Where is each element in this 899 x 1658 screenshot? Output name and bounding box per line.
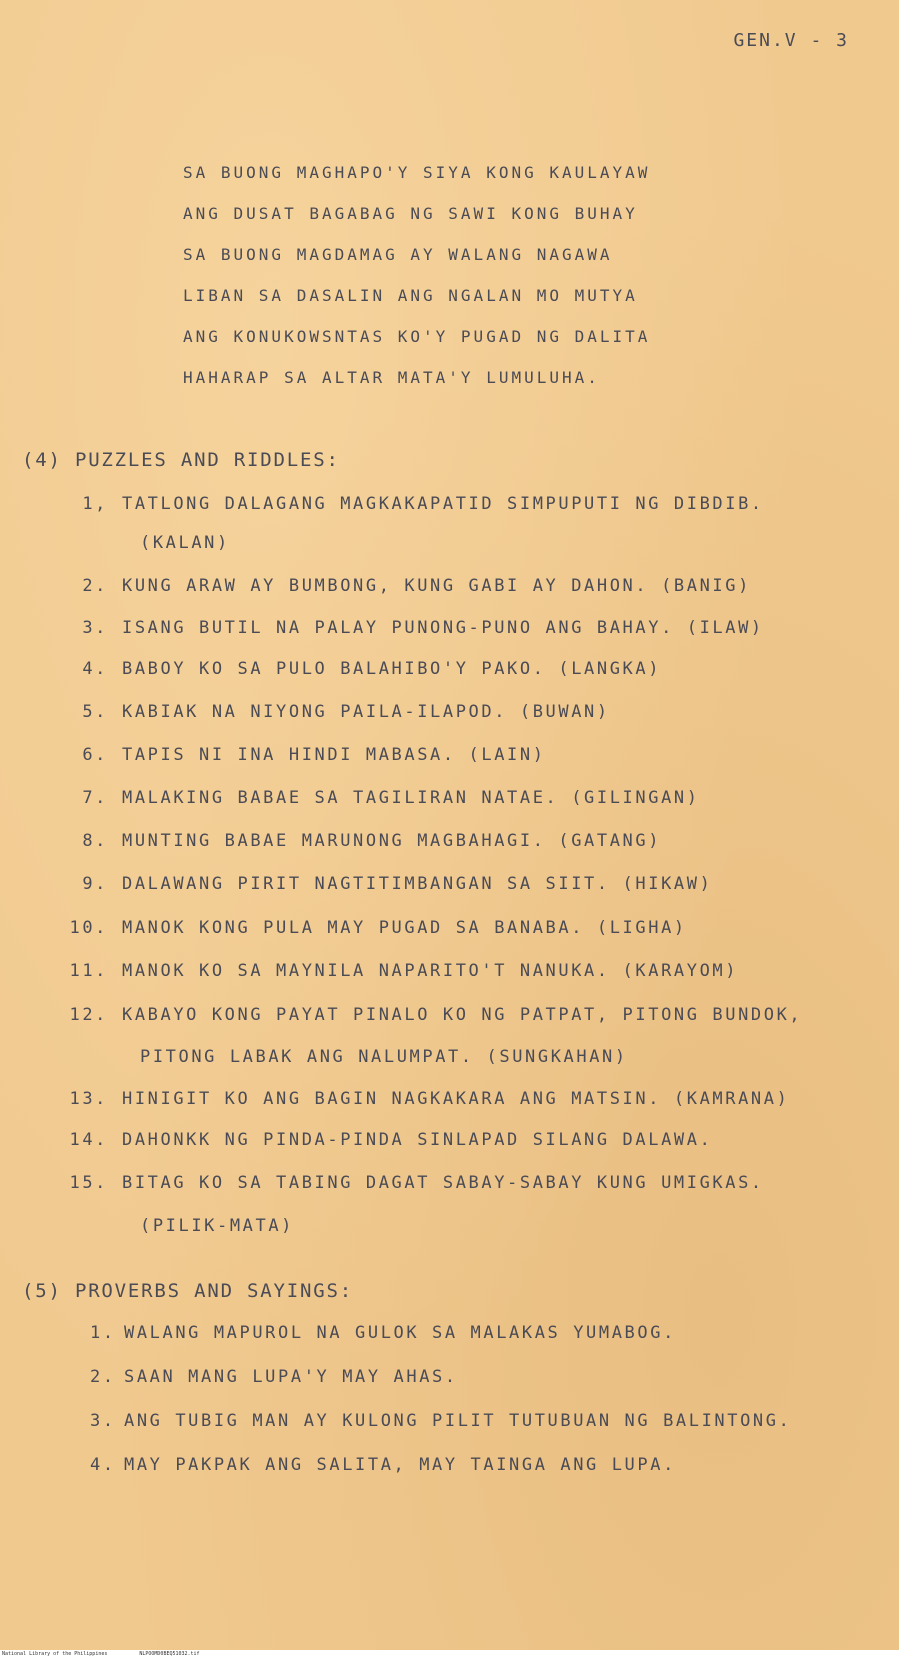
- riddle-number: 8.: [82, 831, 108, 851]
- riddle-text: MALAKING BABAE SA TAGILIRAN NATAE. (GILINGAN): [122, 788, 700, 808]
- riddle-number: 6.: [82, 745, 108, 765]
- riddle-number: 7.: [82, 788, 108, 808]
- footer-library: National Library of the Philippines: [2, 1651, 108, 1657]
- riddle-item: [68, 744, 546, 766]
- riddle-item: [68, 873, 712, 895]
- proverb-number: 2.: [90, 1367, 116, 1387]
- proverb-text: SAAN MANG LUPA'Y MAY AHAS.: [124, 1367, 458, 1387]
- riddle-answer: (PILIK-MATA): [140, 1216, 295, 1236]
- riddle-item: [68, 575, 751, 597]
- riddle-text: DAHONKK NG PINDA-PINDA SINLAPAD SILANG DALAWA.: [122, 1130, 713, 1150]
- riddle-item: [68, 658, 661, 680]
- section-heading-puzzles: (4) PUZZLES AND RIDDLES:: [22, 449, 340, 471]
- riddle-text: MUNTING BABAE MARUNONG MAGBAHAGI. (GATANG): [122, 831, 662, 851]
- page-code: GEN.V - 3: [733, 30, 849, 51]
- riddle-text: BITAG KO SA TABING DAGAT SABAY-SABAY KUNG UMIGKAS.: [122, 1173, 764, 1193]
- proverb-item: [90, 1322, 676, 1344]
- riddle-item: [68, 701, 610, 723]
- proverb-item: [90, 1410, 791, 1432]
- riddle-text: ISANG BUTIL NA PALAY PUNONG-PUNO ANG BAHAY. (ILAW): [122, 618, 764, 638]
- riddle-number: 10.: [69, 918, 108, 938]
- riddle-number: 11.: [69, 961, 108, 981]
- poem-line: ANG DUSAT BAGABAG NG SAWI KONG BUHAY: [183, 204, 638, 223]
- section-heading-proverbs: (5) PROVERBS AND SAYINGS:: [22, 1280, 353, 1302]
- proverb-text: MAY PAKPAK ANG SALITA, MAY TAINGA ANG LUPA.: [124, 1455, 676, 1475]
- poem-line: HAHARAP SA ALTAR MATA'Y LUMULUHA.: [183, 368, 600, 387]
- riddle-text: DALAWANG PIRIT NAGTITIMBANGAN SA SIIT. (HIKAW): [122, 874, 713, 894]
- riddle-item: [68, 960, 738, 982]
- riddle-number: 2.: [82, 576, 108, 596]
- riddle-text: MANOK KONG PULA MAY PUGAD SA BANABA. (LIGHA): [122, 918, 687, 938]
- footer-file: NLPOOMD0BEQ51032.tif: [139, 1651, 200, 1657]
- poem-line: LIBAN SA DASALIN ANG NGALAN MO MUTYA: [183, 286, 638, 305]
- riddle-number: 15.: [69, 1173, 108, 1193]
- riddle-item: [68, 787, 700, 809]
- riddle-number: 14.: [69, 1130, 108, 1150]
- proverb-number: 4.: [90, 1455, 116, 1475]
- scan-footer: [0, 1650, 899, 1658]
- riddle-number: 12.: [69, 1005, 108, 1025]
- riddle-text: BABOY KO SA PULO BALAHIBO'Y PAKO. (LANGKA): [122, 659, 662, 679]
- riddle-item: [68, 617, 764, 639]
- proverb-text: ANG TUBIG MAN AY KULONG PILIT TUTUBUAN NG BALINTONG.: [124, 1411, 792, 1431]
- riddle-number: 13.: [69, 1089, 108, 1109]
- riddle-number: 9.: [82, 874, 108, 894]
- poem-line: ANG KONUKOWSNTAS KO'Y PUGAD NG DALITA: [183, 327, 651, 346]
- riddle-text: TAPIS NI INA HINDI MABASA. (LAIN): [122, 745, 546, 765]
- riddle-number: 4.: [82, 659, 108, 679]
- riddle-number: 1,: [82, 494, 108, 514]
- riddle-item: [68, 830, 661, 852]
- riddle-answer: (KALAN): [140, 533, 230, 553]
- proverb-text: WALANG MAPUROL NA GULOK SA MALAKAS YUMABOG.: [124, 1323, 676, 1343]
- poem-line: SA BUONG MAGHAPO'Y SIYA KONG KAULAYAW: [183, 163, 651, 182]
- riddle-number: 5.: [82, 702, 108, 722]
- riddle-item: [68, 1004, 802, 1026]
- riddle-text: TATLONG DALAGANG MAGKAKAPATID SIMPUPUTI NG DIBDIB.: [122, 494, 764, 514]
- riddle-item: [68, 1129, 712, 1151]
- riddle-text: KUNG ARAW AY BUMBONG, KUNG GABI AY DAHON. (BANIG): [122, 576, 751, 596]
- riddle-item: [68, 1172, 764, 1194]
- riddle-number: 3.: [82, 618, 108, 638]
- riddle-text: MANOK KO SA MAYNILA NAPARITO'T NANUKA. (KARAYOM): [122, 961, 739, 981]
- poem-line: SA BUONG MAGDAMAG AY WALANG NAGAWA: [183, 245, 613, 264]
- riddle-continuation: PITONG LABAK ANG NALUMPAT. (SUNGKAHAN): [140, 1047, 628, 1067]
- riddle-item: [68, 1088, 789, 1110]
- proverb-item: [90, 1454, 676, 1476]
- proverb-number: 3.: [90, 1411, 116, 1431]
- riddle-item: [68, 917, 687, 939]
- riddle-text: HINIGIT KO ANG BAGIN NAGKAKARA ANG MATSIN. (KAMRANA): [122, 1089, 790, 1109]
- proverb-item: [90, 1366, 458, 1388]
- riddle-item: [68, 493, 764, 515]
- proverb-number: 1.: [90, 1323, 116, 1343]
- riddle-text: KABIAK NA NIYONG PAILA-ILAPOD. (BUWAN): [122, 702, 610, 722]
- riddle-text: KABAYO KONG PAYAT PINALO KO NG PATPAT, PITONG BUNDOK,: [122, 1005, 803, 1025]
